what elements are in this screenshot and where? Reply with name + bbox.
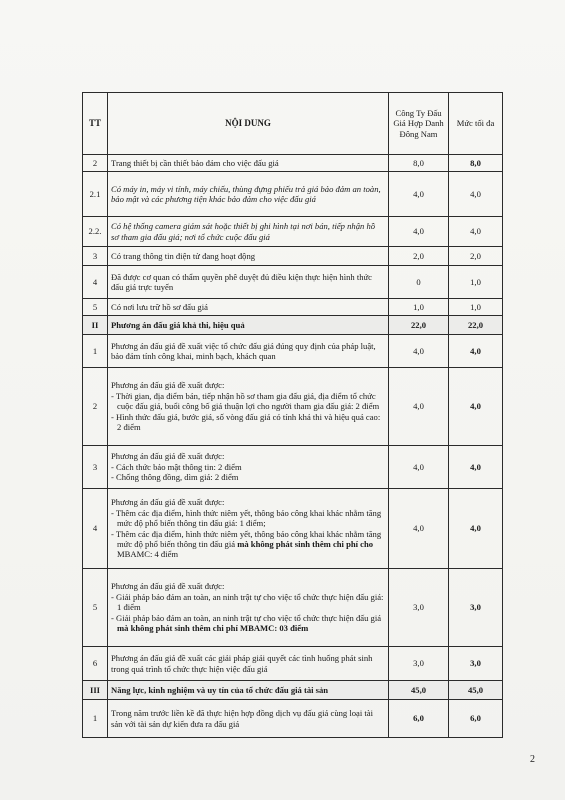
row-intro: Phương án đấu giá đề xuất được: xyxy=(111,380,225,391)
table-row xyxy=(83,172,503,217)
section-row xyxy=(83,681,503,700)
row-max: 6,0 xyxy=(449,700,503,738)
row-content: Phương án đấu giá đề xuất việc tổ chức đấu giá đúng quy định của pháp luật, bảo đảm tính công khai, minh bạch, khách quan xyxy=(108,335,389,368)
page-number: 2 xyxy=(530,754,535,765)
table-row xyxy=(83,155,503,172)
section-tt: III xyxy=(83,681,108,700)
row-item-bold: mà không phát sinh thêm chi phí cho xyxy=(237,538,374,549)
section-title: Năng lực, kinh nghiệm và uy tín của tổ chức đấu giá tài sản xyxy=(108,681,389,700)
row-tt: 2.1 xyxy=(83,172,108,217)
section-row xyxy=(83,316,503,335)
row-score: 4,0 xyxy=(389,489,449,569)
header-tt: TT xyxy=(83,93,108,155)
row-score: 3,0 xyxy=(389,647,449,681)
row-score: 4,0 xyxy=(389,446,449,489)
row-item-text: MBAMC: 4 điểm xyxy=(117,549,179,560)
row-max: 8,0 xyxy=(449,155,503,172)
table-row xyxy=(83,368,503,446)
row-tt: 5 xyxy=(83,299,108,316)
row-content: Có trang thông tin điện tử đang hoạt động xyxy=(108,247,389,266)
row-content: Có máy in, máy vi tính, máy chiếu, thùng đựng phiếu trả giá bảo đảm an toàn, bảo mật và các phương tiện khác bảo đảm cho việc đấu giá xyxy=(108,172,389,217)
row-max: 3,0 xyxy=(449,647,503,681)
table-row xyxy=(83,247,503,266)
row-item: - Thêm các địa điểm, hình thức niêm yết, thông báo công khai khác nhằm tăng mức độ phổ biến thông tin đấu giá: 1 điểm; xyxy=(111,507,382,529)
row-score: 4,0 xyxy=(389,172,449,217)
row-content: Phương án đấu giá đề xuất các giải pháp giải quyết các tình huống phát sinh trong quá trình tổ chức thực hiện việc đấu giá xyxy=(108,647,389,681)
row-max: 4,0 xyxy=(449,446,503,489)
row-tt: 1 xyxy=(83,700,108,738)
row-max: 4,0 xyxy=(449,217,503,247)
row-score: 4,0 xyxy=(389,368,449,446)
table-row xyxy=(83,217,503,247)
row-max: 1,0 xyxy=(449,266,503,299)
row-item: - Chống thông đồng, dìm giá: 2 điểm xyxy=(111,472,239,483)
row-max: 4,0 xyxy=(449,172,503,217)
row-max: 4,0 xyxy=(449,335,503,368)
table-header-row xyxy=(83,93,503,155)
table-row xyxy=(83,569,503,647)
section-score: 45,0 xyxy=(389,681,449,700)
row-item: - Cách thức bảo mật thông tin: 2 điểm xyxy=(111,461,242,472)
row-tt: 2 xyxy=(83,368,108,446)
header-max: Mức tối đa xyxy=(449,93,503,155)
row-content xyxy=(108,569,389,647)
table-row xyxy=(83,299,503,316)
table-row xyxy=(83,489,503,569)
faint-background-text xyxy=(150,40,450,60)
row-item: - Giải pháp bảo đảm an toàn, an ninh trật tự cho việc tổ chức thực hiện đấu giá: 1 điểm xyxy=(111,591,384,613)
row-item xyxy=(111,613,385,634)
section-max: 22,0 xyxy=(449,316,503,335)
row-max: 1,0 xyxy=(449,299,503,316)
row-item: - Thời gian, địa điểm bán, tiếp nhận hồ sơ tham gia đấu giá, địa điểm tổ chức cuộc đấu giá, buổi công bố giá thuận lợi cho người tham gia đấu giá: 2 điểm xyxy=(111,390,380,412)
row-content xyxy=(108,368,389,446)
row-score: 4,0 xyxy=(389,217,449,247)
table-row xyxy=(83,700,503,738)
row-score: 8,0 xyxy=(389,155,449,172)
row-score: 3,0 xyxy=(389,569,449,647)
row-tt: 3 xyxy=(83,446,108,489)
row-tt: 2.2. xyxy=(83,217,108,247)
row-tt: 6 xyxy=(83,647,108,681)
section-title: Phương án đấu giá khả thi, hiệu quả xyxy=(108,316,389,335)
row-tt: 4 xyxy=(83,266,108,299)
row-score: 4,0 xyxy=(389,335,449,368)
row-score: 6,0 xyxy=(389,700,449,738)
table-row xyxy=(83,335,503,368)
row-score: 2,0 xyxy=(389,247,449,266)
row-tt: 3 xyxy=(83,247,108,266)
header-company: Công Ty Đấu Giá Hợp Danh Đông Nam xyxy=(389,93,449,155)
row-content: Có hệ thống camera giám sát hoặc thiết bị ghi hình tại nơi bán, tiếp nhận hồ sơ tham gia đấu giá; nơi tổ chức cuộc đấu giá xyxy=(108,217,389,247)
row-intro: Phương án đấu giá đề xuất được: xyxy=(111,581,225,592)
row-content: Có nơi lưu trữ hồ sơ đấu giá xyxy=(108,299,389,316)
row-content: Trang thiết bị cần thiết bảo đảm cho việc đấu giá xyxy=(108,155,389,172)
header-noi-dung: NỘI DUNG xyxy=(108,93,389,155)
row-tt: 4 xyxy=(83,489,108,569)
section-score: 22,0 xyxy=(389,316,449,335)
row-max: 4,0 xyxy=(449,489,503,569)
table-row xyxy=(83,446,503,489)
row-item xyxy=(111,529,385,560)
row-intro: Phương án đấu giá đề xuất được: xyxy=(111,497,225,508)
row-content xyxy=(108,489,389,569)
table-row xyxy=(83,266,503,299)
row-score: 0 xyxy=(389,266,449,299)
table-row xyxy=(83,647,503,681)
row-item-text: - Thêm các địa điểm, hình thức niêm yết, thông báo công khai khác nhằm tăng mức độ phổ biến thông tin đấu giá xyxy=(111,528,382,549)
row-max: 3,0 xyxy=(449,569,503,647)
row-content: Trong năm trước liền kề đã thực hiện hợp đồng dịch vụ đấu giá cùng loại tài sản với tài sản dự kiến đưa ra đấu giá xyxy=(108,700,389,738)
row-tt: 5 xyxy=(83,569,108,647)
row-tt: 1 xyxy=(83,335,108,368)
row-content: Đã được cơ quan có thẩm quyền phê duyệt đủ điều kiện thực hiện hình thức đấu giá trực tuyến xyxy=(108,266,389,299)
section-tt: II xyxy=(83,316,108,335)
row-max: 4,0 xyxy=(449,368,503,446)
section-max: 45,0 xyxy=(449,681,503,700)
row-item-bold: mà không phát sinh thêm chi phí MBAMC: 03 điểm xyxy=(117,623,309,634)
row-max: 2,0 xyxy=(449,247,503,266)
row-intro: Phương án đấu giá đề xuất được: xyxy=(111,451,225,462)
row-score: 1,0 xyxy=(389,299,449,316)
scoring-table xyxy=(82,92,503,738)
row-tt: 2 xyxy=(83,155,108,172)
row-content xyxy=(108,446,389,489)
row-item-text: - Giải pháp bảo đảm an toàn, an ninh trật tự cho việc tổ chức thực hiện đấu giá xyxy=(111,612,382,623)
row-item: - Hình thức đấu giá, bước giá, số vòng đấu giá có tính khả thi và hiệu quả cao: 2 điểm xyxy=(111,411,381,433)
